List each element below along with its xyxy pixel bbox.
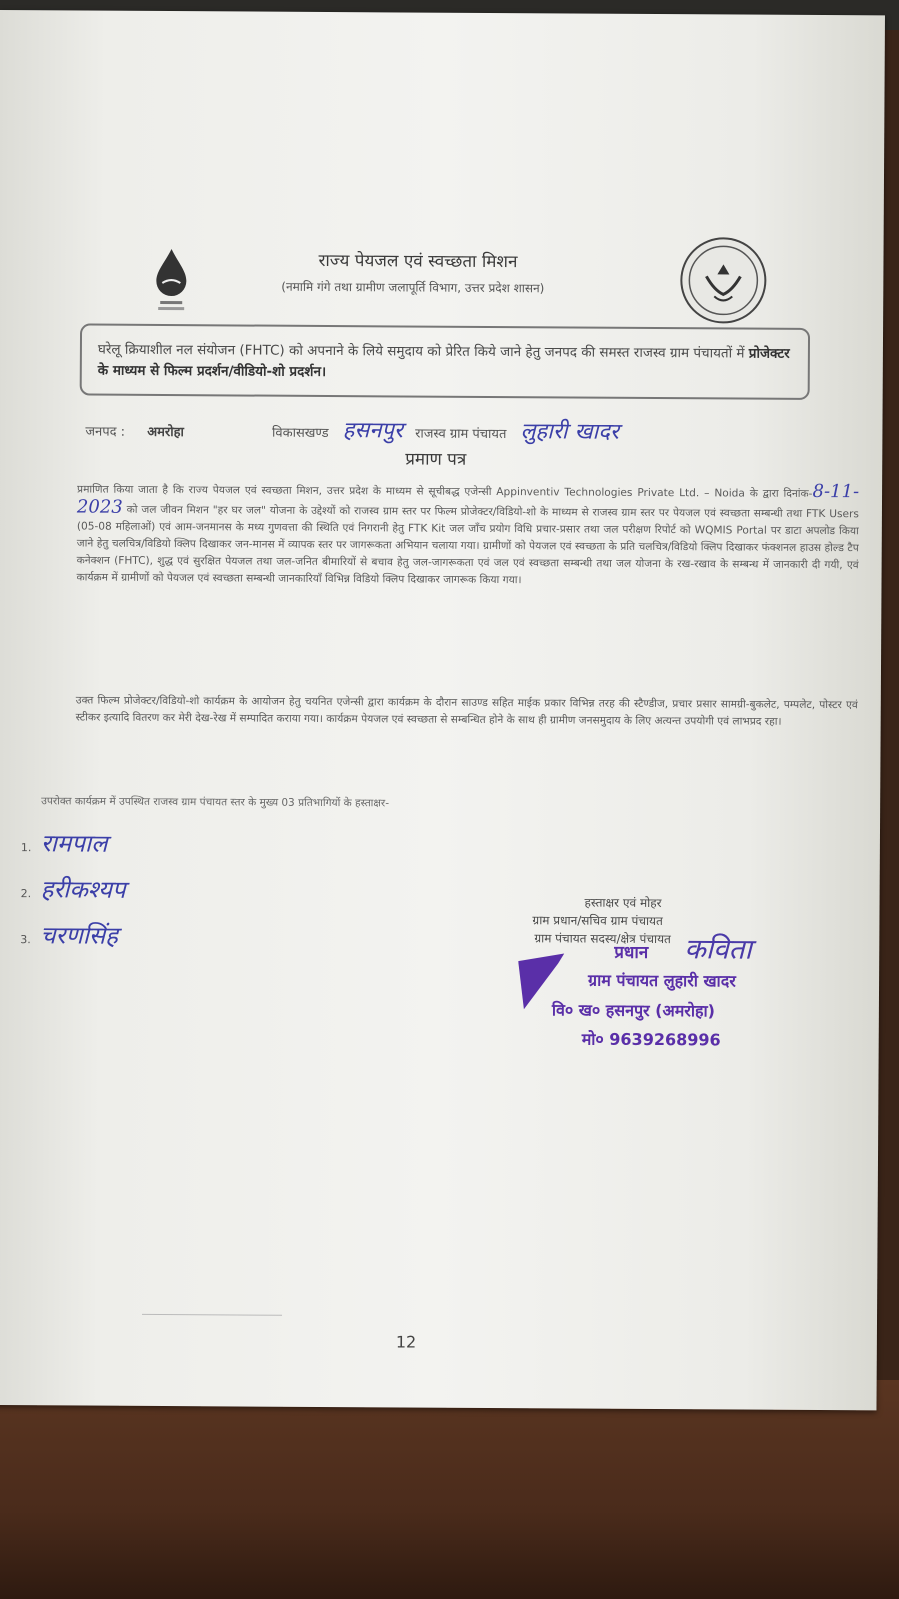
participant-number: 3. [20,933,31,947]
header-subtitle: (नमामि गंगे तथा ग्रामीण जलापूर्ति विभाग, उत्तर प्रदेश शासन) [281,279,545,296]
stamp-mobile: मो० 9639268996 [581,1029,721,1050]
certificate-title: प्रमाण पत्र [405,449,467,470]
participant-signature: चरणसिंह [40,921,119,950]
paragraph-2: उक्त फिल्म प्रोजेक्टर/विडियो-शो कार्यक्रम के आयोजन हेतु चयनित एजेन्सी द्वारा कार्यक्रम के दौरान साउण्ड सहित माईक प्रकार विभिन्न तरह की स्टैण्डीज, प्रचार प्रसार सामग्री-बुकलेट, पम्पलेट, पोस्टर एवं स्टीकर इत्यादि वितरण कर मेरी देख-रेख में सम्पादित कराया गया। कार्यक्रम पेयजल एवं स्वच्छता से सम्बन्धित होने के साथ ही ग्रामीण जनसमुदाय के लिए अत्यन्त उपयोगी एवं लाभप्रद रहा। [75,694,858,728]
block-value: हसनपुर [342,418,404,444]
event-date: 8-11-2023 [76,480,860,518]
participant-signature: रामपाल [40,829,108,858]
pradhan-signature: कविता [684,932,752,966]
location-fields [85,413,619,446]
paragraph-1-part2: को जल जीवन मिशन "हर घर जल" योजना के उद्देश्यों को राजस्व ग्राम स्तर पर फिल्म प्रोजेक्टर/विडियो-शो के माध्यम से राजस्व ग्राम स्तर पर पेयजल एवं स्वच्छता सम्बन्धी तथा FTK Users (05-08 महिलाओं) एवं आम-जनमानस के मध्य गुणवत्ता की स्थिति एवं निगरानी हेतु FTK Kit जल जाँच प्रयोग विधि प्रचार-प्रसार तथा जल परीक्षण रिपोर्ट को WQMIS Portal पर डाटा अपलोड किया जाने हेतु चलचित्र/विडियो क्लिप दिखाकर जन-मानस में व्यापक स्तर पर जागरूकता अभियान चलाया गया। ग्रामीणों को पेयजल एवं स्वच्छता के प्रति चलचित्र/विडियो क्लिप दिखाकर फंक्शनल हाउस होल्ड टैप कनेक्शन (FHTC), शुद्ध एवं सुरक्षित पेयजल तथा जल-जनित बीमारियों से बचाव हेतु जल-जागरूकता एवं जल एवं स्वच्छता सम्बन्धी तथा जल योजना के रख-रखाव के सम्बन्ध में जानकारी दी गयी, एवं कार्यक्रम में ग्रामीणों को पेयजल एवं स्वच्छता सम्बन्धी जानकारियाँ विभिन्न विडियो क्लिप दिखाकर जागरूक किया गया। [76,503,859,587]
banner-text-bold: प्रोजेक्टर के माध्यम से फिल्म प्रदर्शन/वीडियो-शो प्रदर्शन। [97,345,790,380]
participant-row [21,826,108,860]
participant-row [21,872,126,906]
stamp-panchayat: ग्राम पंचायत लुहारी खादर [588,970,736,991]
stamp-block: वि० ख० हसनपुर (अमरोहा) [551,1000,716,1021]
panchayat-label: राजस्व ग्राम पंचायत [415,426,507,443]
paragraph-1-part1: प्रमाणित किया जाता है कि राज्य पेयजल एवं स्वच्छता मिशन, उत्तर प्रदेश के माध्यम से सूचीबद्ध एजेन्सी Appinventiv Technologies Private Ltd. – Noida के द्वारा दिनांक- [77,483,813,500]
participant-number: 2. [20,887,32,901]
participant-row [20,918,118,952]
block-label: विकासखण्ड [271,425,329,442]
signatory-label: ग्राम प्रधान/सचिव ग्राम पंचायत [532,913,663,929]
panchayat-value: लुहारी खादर [520,419,620,445]
banner-text: घरेलू क्रियाशील नल संयोजन (FHTC) को अपनाने के लिये समुदाय को प्रेरित किये जाने हेतु जनपद की समस्त राजस्व ग्राम पंचायतों में [97,341,749,362]
header-title: राज्य पेयजल एवं स्वच्छता मिशन [318,250,518,273]
scheme-banner [80,323,810,399]
participant-number: 1. [20,841,32,855]
signature-label: हस्ताक्षर एवं मोहर [584,895,662,911]
district-value: अमरोहा [147,424,184,441]
participant-signature: हरीकश्यप [40,875,126,904]
paragraph-1 [76,478,859,591]
member-label: ग्राम पंचायत सदस्य/क्षेत्र पंचायत [534,931,671,947]
district-label: जनपद : [85,424,126,440]
table-surface [0,1380,899,1599]
stamp-pradhan: प्रधान [614,942,649,963]
divider [142,1314,282,1316]
page-number: 12 [395,1332,417,1352]
document-page [0,10,885,1410]
up-government-emblem-icon [678,236,769,325]
jal-jeevan-mission-logo-icon [146,247,196,317]
participants-intro: उपरोक्त कार्यक्रम में उपस्थित राजस्व ग्राम पंचायत स्तर के मुख्य 03 प्रतिभागियों के हस्ताक्षर- [41,795,390,810]
